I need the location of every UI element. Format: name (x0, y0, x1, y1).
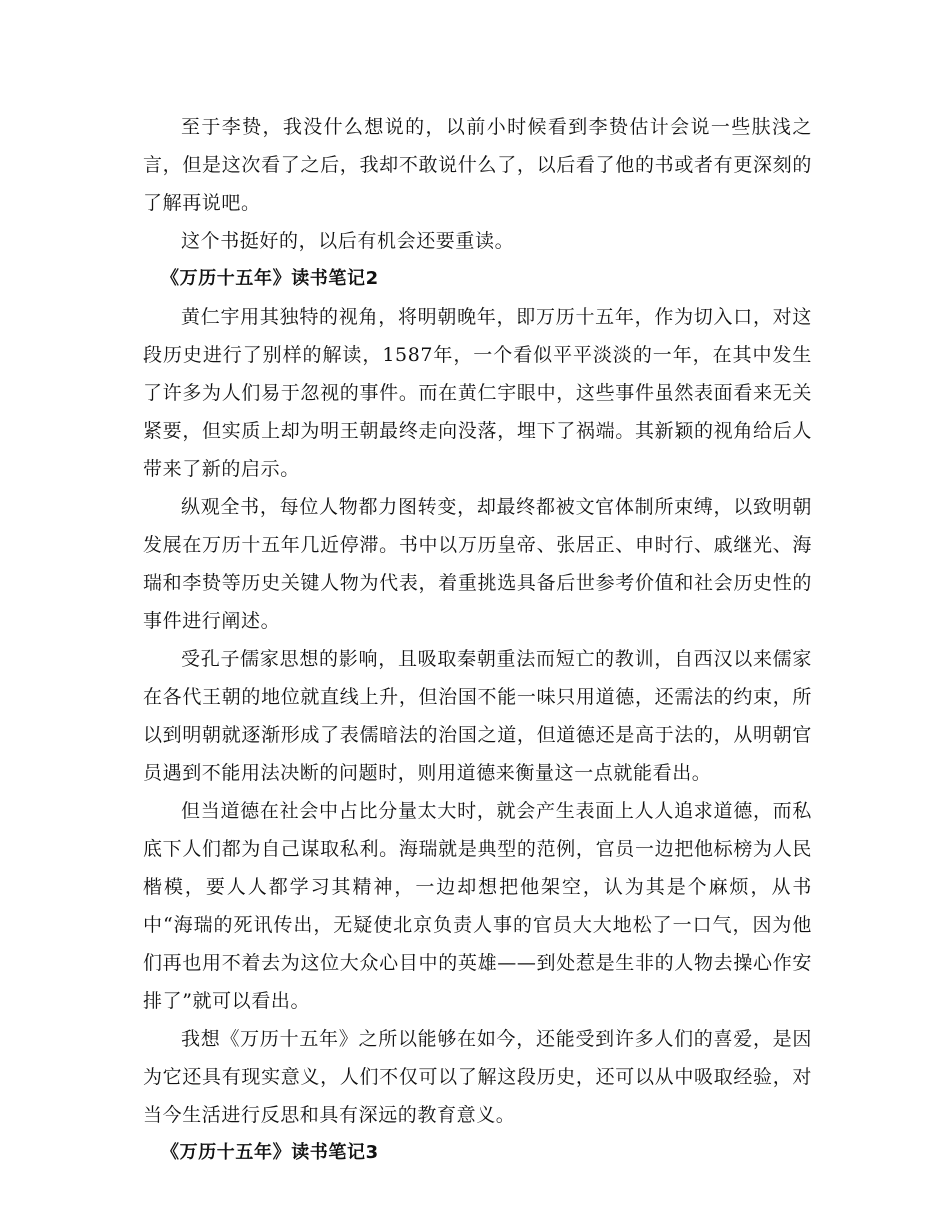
paragraph-morality: 但当道德在社会中占比分量太大时，就会产生表面上人人追求道德，而私底下人们都为自己谋取私利。海瑞就是典型的范例，官员一边把他标榜为人民楷模，要人人都学习其精神，一边却想把他架空，认为其是个麻烦，从书中“海瑞的死讯传出，无疑使北京负责人事的官员大大地松了一口气，因为他们再也用不着去为这位大众心目中的英雄——到处惹是生非的人物去操心作安排了”就可以看出。 (143, 800, 812, 1012)
paragraph-li-zhi: 至于李贽，我没什么想说的，以前小时候看到李贽估计会说一些肤浅之言，但是这次看了之后，我却不敢说什么了，以后看了他的书或者有更深刻的了解再说吧。 (143, 116, 812, 214)
paragraph-overview: 纵观全书，每位人物都力图转变，却最终都被文官体制所束缚，以致明朝发展在万历十五年几近停滞。书中以万历皇帝、张居正、申时行、戚继光、海瑞和李贽等历史关键人物为代表，着重挑选具备后世参考价值和社会历史性的事件进行阐述。 (143, 496, 812, 632)
paragraph-reread: 这个书挺好的，以后有机会还要重读。 (181, 230, 515, 252)
section-heading-2: 《万历十五年》读书笔记2 (161, 268, 379, 289)
paragraph-significance: 我想《万历十五年》之所以能够在如今，还能受到许多人们的喜爱，是因为它还具有现实意义，人们不仅可以了解这段历史，还可以从中吸取经验，对当今生活进行反思和具有深远的教育意义。 (143, 1028, 812, 1126)
section-heading-3: 《万历十五年》读书笔记3 (161, 1142, 379, 1163)
paragraph-confucianism: 受孔子儒家思想的影响，且吸取秦朝重法而短亡的教训，自西汉以来儒家在各代王朝的地位就直线上升，但治国不能一味只用道德，还需法的约束，所以到明朝就逐渐形成了表儒暗法的治国之道，但道德还是高于法的，从明朝官员遇到不能用法决断的问题时，则用道德来衡量这一点就能看出。 (143, 648, 812, 784)
paragraph-perspective: 黄仁宇用其独特的视角，将明朝晚年，即万历十五年，作为切入口，对这段历史进行了别样的解读，1587年，一个看似平平淡淡的一年，在其中发生了许多为人们易于忽视的事件。而在黄仁宇眼中，这些事件虽然表面看来无关紧要，但实质上却为明王朝最终走向没落，埋下了祸端。其新颖的视角给后人带来了新的启示。 (143, 306, 812, 480)
